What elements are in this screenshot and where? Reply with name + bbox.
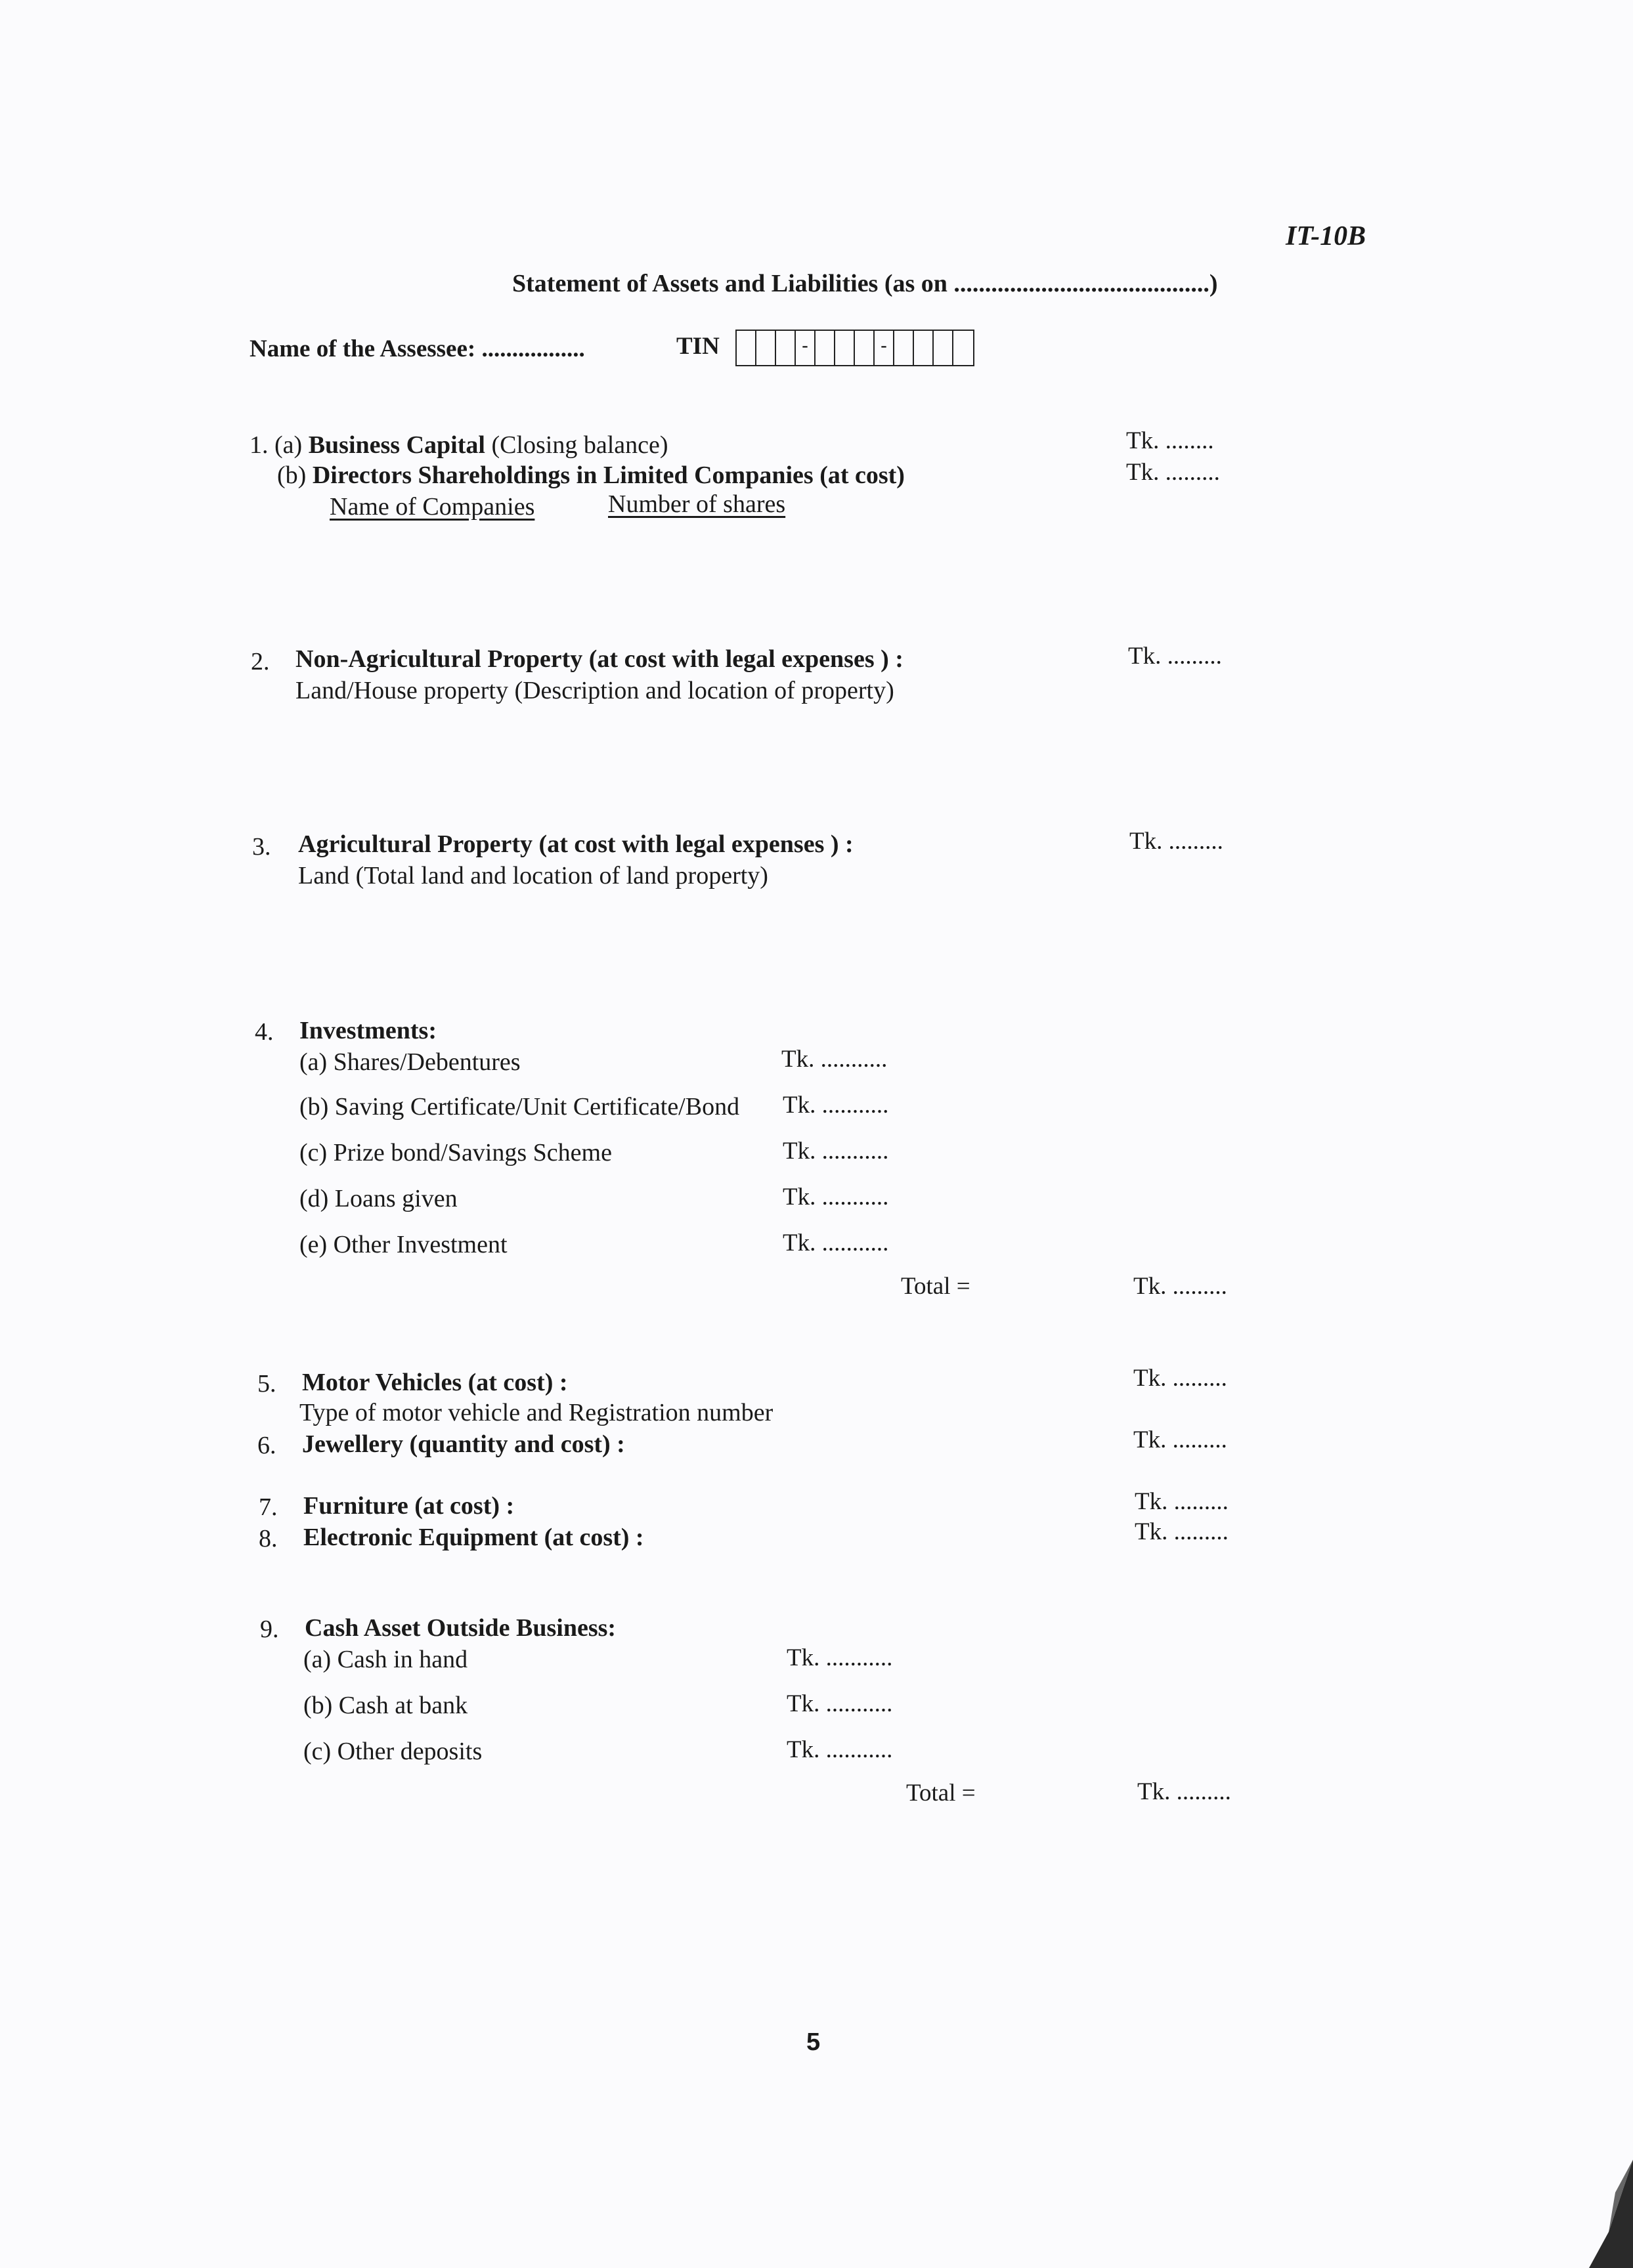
tin-cell-separator: - xyxy=(875,331,894,365)
item-8-number: 8. xyxy=(259,1525,278,1552)
item-9b-amount[interactable]: Tk. ........... xyxy=(787,1690,893,1717)
item-9c-label: (c) Other deposits xyxy=(303,1738,483,1765)
item-9c-amount[interactable]: Tk. ........... xyxy=(787,1736,893,1763)
form-code: IT-10B xyxy=(1286,221,1366,251)
tin-cell[interactable] xyxy=(816,331,835,365)
item-4c-amount[interactable]: Tk. ........... xyxy=(783,1138,889,1165)
item-2-number: 2. xyxy=(251,648,270,675)
item-2-amount[interactable]: Tk. ......... xyxy=(1128,643,1222,670)
item-4-number: 4. xyxy=(255,1018,274,1046)
item-1b-bold: Directors Shareholdings in Limited Companies (at cost) xyxy=(312,461,905,489)
item-3-amount[interactable]: Tk. ......... xyxy=(1129,828,1223,855)
tin-cell[interactable] xyxy=(934,331,953,365)
item-9a-amount[interactable]: Tk. ........... xyxy=(787,1644,893,1671)
tin-cell-separator: - xyxy=(796,331,816,365)
item-4b-amount[interactable]: Tk. ........... xyxy=(783,1092,889,1119)
item-4c-label: (c) Prize bond/Savings Scheme xyxy=(299,1139,612,1166)
item-8-title: Electronic Equipment (at cost) : xyxy=(303,1524,644,1551)
item-1b-prefix: (b) xyxy=(277,461,307,489)
item-4a-amount[interactable]: Tk. ........... xyxy=(781,1046,888,1073)
tin-cell[interactable] xyxy=(953,331,973,365)
tin-cell[interactable] xyxy=(756,331,776,365)
item-4-title: Investments: xyxy=(299,1017,437,1044)
item-5-description: Type of motor vehicle and Registration number xyxy=(299,1399,773,1426)
assessee-name-label[interactable]: Name of the Assessee: ................. xyxy=(250,335,585,362)
tin-cell[interactable] xyxy=(894,331,914,365)
item-6-title: Jewellery (quantity and cost) : xyxy=(302,1430,625,1458)
item-9-total-label: Total = xyxy=(906,1780,976,1807)
tin-cell[interactable] xyxy=(835,331,855,365)
tin-input-boxes[interactable] xyxy=(735,330,974,366)
page-number: 5 xyxy=(806,2028,821,2056)
item-4-total-amount[interactable]: Tk. ......... xyxy=(1133,1273,1227,1300)
item-4e-label: (e) Other Investment xyxy=(299,1231,508,1258)
item-7-amount[interactable]: Tk. ......... xyxy=(1135,1488,1229,1515)
item-4-total-label: Total = xyxy=(901,1273,970,1300)
item-1a xyxy=(250,431,668,460)
item-5-number: 5. xyxy=(257,1370,276,1398)
tin-label: TIN xyxy=(676,333,720,360)
item-1a-amount[interactable]: Tk. ........ xyxy=(1126,427,1214,454)
column-name-of-companies: Name of Companies xyxy=(330,493,535,521)
tin-cell[interactable] xyxy=(855,331,875,365)
item-2-title: Non-Agricultural Property (at cost with legal expenses ) : xyxy=(295,645,904,673)
item-1b-amount[interactable]: Tk. ......... xyxy=(1126,459,1220,486)
item-4b-label: (b) Saving Certificate/Unit Certificate/Bond xyxy=(299,1093,740,1121)
item-8-amount[interactable]: Tk. ......... xyxy=(1135,1518,1229,1545)
item-3-title: Agricultural Property (at cost with legal expenses ) : xyxy=(298,830,854,858)
item-3-number: 3. xyxy=(252,833,271,861)
item-2-description: Land/House property (Description and location of property) xyxy=(295,677,894,704)
item-9-number: 9. xyxy=(260,1615,279,1643)
item-5-title: Motor Vehicles (at cost) : xyxy=(302,1369,568,1396)
item-4e-amount[interactable]: Tk. ........... xyxy=(783,1230,889,1256)
scan-corner-fold xyxy=(1576,2153,1633,2268)
item-6-number: 6. xyxy=(257,1432,276,1459)
tin-cell[interactable] xyxy=(737,331,756,365)
item-5-amount[interactable]: Tk. ......... xyxy=(1133,1365,1227,1392)
item-1a-prefix: 1. (a) xyxy=(250,431,303,459)
item-4d-amount[interactable]: Tk. ........... xyxy=(783,1184,889,1210)
item-4d-label: (d) Loans given xyxy=(299,1185,458,1212)
item-9b-label: (b) Cash at bank xyxy=(303,1692,468,1719)
item-6-amount[interactable]: Tk. ......... xyxy=(1133,1426,1227,1453)
item-9-title: Cash Asset Outside Business: xyxy=(305,1614,617,1642)
item-1a-bold: Business Capital xyxy=(308,431,485,459)
item-7-number: 7. xyxy=(259,1493,278,1521)
title-text: Statement of Assets and Liabilities (as on xyxy=(512,270,947,297)
tin-cell[interactable] xyxy=(776,331,796,365)
page-title xyxy=(512,269,1218,298)
title-close: ) xyxy=(1209,270,1218,297)
date-blank[interactable]: ......................................... xyxy=(953,270,1209,297)
item-7-title: Furniture (at cost) : xyxy=(303,1492,515,1520)
tin-cell[interactable] xyxy=(914,331,934,365)
item-1a-normal: (Closing balance) xyxy=(491,431,668,459)
item-9-total-amount[interactable]: Tk. ......... xyxy=(1137,1778,1231,1805)
item-9a-label: (a) Cash in hand xyxy=(303,1646,468,1673)
item-3-description: Land (Total land and location of land property) xyxy=(298,862,768,889)
item-1b xyxy=(277,461,905,490)
column-number-of-shares: Number of shares xyxy=(608,490,786,518)
item-4a-label: (a) Shares/Debentures xyxy=(299,1048,521,1076)
